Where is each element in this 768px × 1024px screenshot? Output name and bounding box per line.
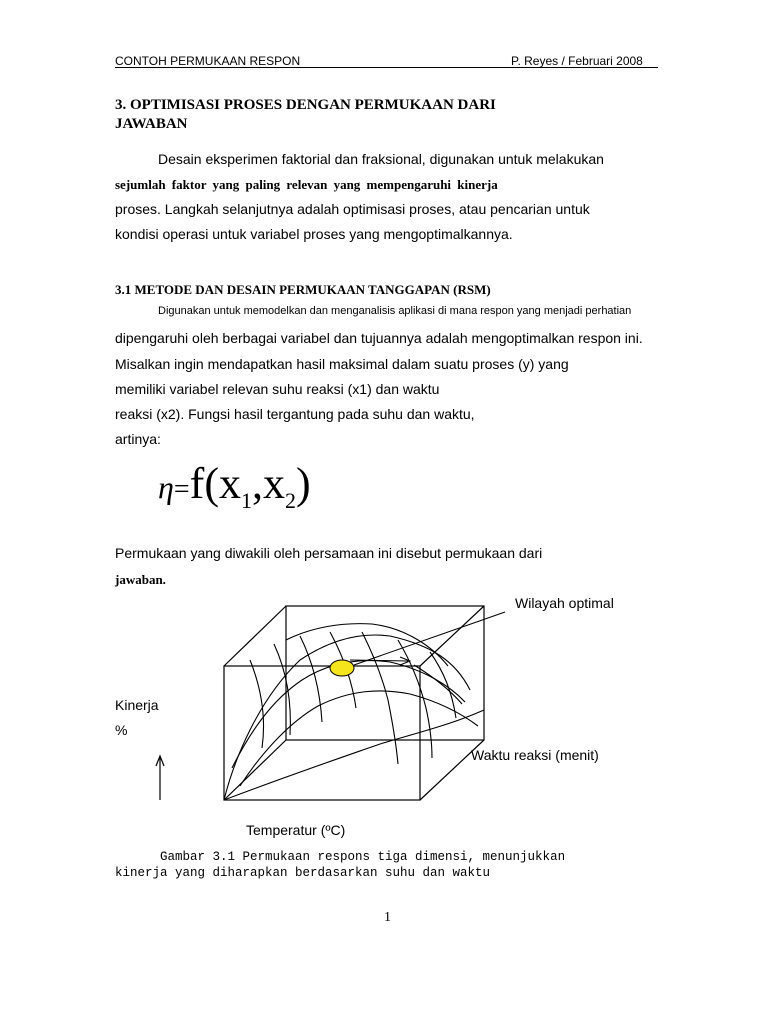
formula-close: ) xyxy=(295,459,311,508)
formula-equals: = xyxy=(173,474,190,505)
formula-sub2: 2 xyxy=(284,487,296,513)
intro-line-1: Desain eksperimen faktorial dan fraksional, digunakan untuk melakukan xyxy=(158,151,604,167)
surface-grid xyxy=(224,624,484,800)
intro-line-4: kondisi operasi untuk variabel proses yang mengoptimalkannya. xyxy=(115,226,513,242)
rsm-line-3: Misalkan ingin mendapatkan hasil maksimal dalam suatu proses (y) yang xyxy=(115,356,569,372)
figure-caption-line1: Gambar 3.1 Permukaan respons tiga dimensi, menunjukkan xyxy=(160,850,566,864)
page-number: 1 xyxy=(384,910,391,925)
label-percent: % xyxy=(115,722,128,738)
surface-curve-right xyxy=(414,665,462,704)
label-kinerja: Kinerja xyxy=(115,697,159,713)
rsm-line-5: reaksi (x2). Fungsi hasil tergantung pada suhu dan waktu, xyxy=(115,406,475,422)
surface-col-1 xyxy=(250,660,264,748)
surface-line-1: Permukaan yang diwakili oleh persamaan ini disebut permukaan dari xyxy=(115,545,543,561)
label-temperature: Temperatur (ºC) xyxy=(246,822,346,838)
section-title-line2: JAWABAN xyxy=(115,116,188,132)
formula-comma: ,x xyxy=(251,459,285,508)
rsm-line-1: Digunakan untuk memodelkan dan menganalisis aplikasi di mana respon yang menjadi perhatian xyxy=(158,305,632,317)
box-edge-top-left xyxy=(224,606,286,666)
surface-line-2: jawaban. xyxy=(115,572,166,587)
formula-sub1: 1 xyxy=(240,487,252,513)
figure-caption-line2: kinerja yang diharapkan berdasarkan suhu dan waktu xyxy=(115,866,491,880)
subsection-title: 3.1 METODE DAN DESAIN PERMUKAAN TANGGAPAN (RSM) xyxy=(115,282,491,297)
optimum-marker xyxy=(330,660,354,676)
rsm-line-6: artinya: xyxy=(115,431,161,447)
label-reaction-time: Waktu reaksi (menit) xyxy=(471,747,599,763)
section-title-line1: 3. OPTIMISASI PROSES DENGAN PERMUKAAN DARI xyxy=(115,97,496,113)
intro-line-3: proses. Langkah selanjutnya adalah optimisasi proses, atau pencarian untuk xyxy=(115,201,590,217)
formula-f: f(x xyxy=(189,459,241,508)
surface-row-2 xyxy=(240,691,478,786)
surface-col-2 xyxy=(274,644,290,735)
box-front-face xyxy=(224,666,420,800)
running-header-right: P. Reyes / Februari 2008 xyxy=(511,54,643,68)
surface-edge-front xyxy=(224,635,470,800)
rsm-line-4: memiliki variabel relevan suhu reaksi (x1) dan waktu xyxy=(115,381,440,397)
rsm-line-2: dipengaruhi oleh berbagai variabel dan tujuannya adalah mengoptimalkan respon ini. xyxy=(115,330,643,346)
label-optimal-region: Wilayah optimal xyxy=(515,595,614,611)
box-edge-top-right xyxy=(420,606,484,666)
formula-eta: η xyxy=(158,469,174,505)
running-header-left: CONTOH PERMUKAAN RESPON xyxy=(115,54,301,68)
intro-line-2: sejumlah faktor yang paling relevan yang mempengaruhi kinerja xyxy=(115,177,498,192)
